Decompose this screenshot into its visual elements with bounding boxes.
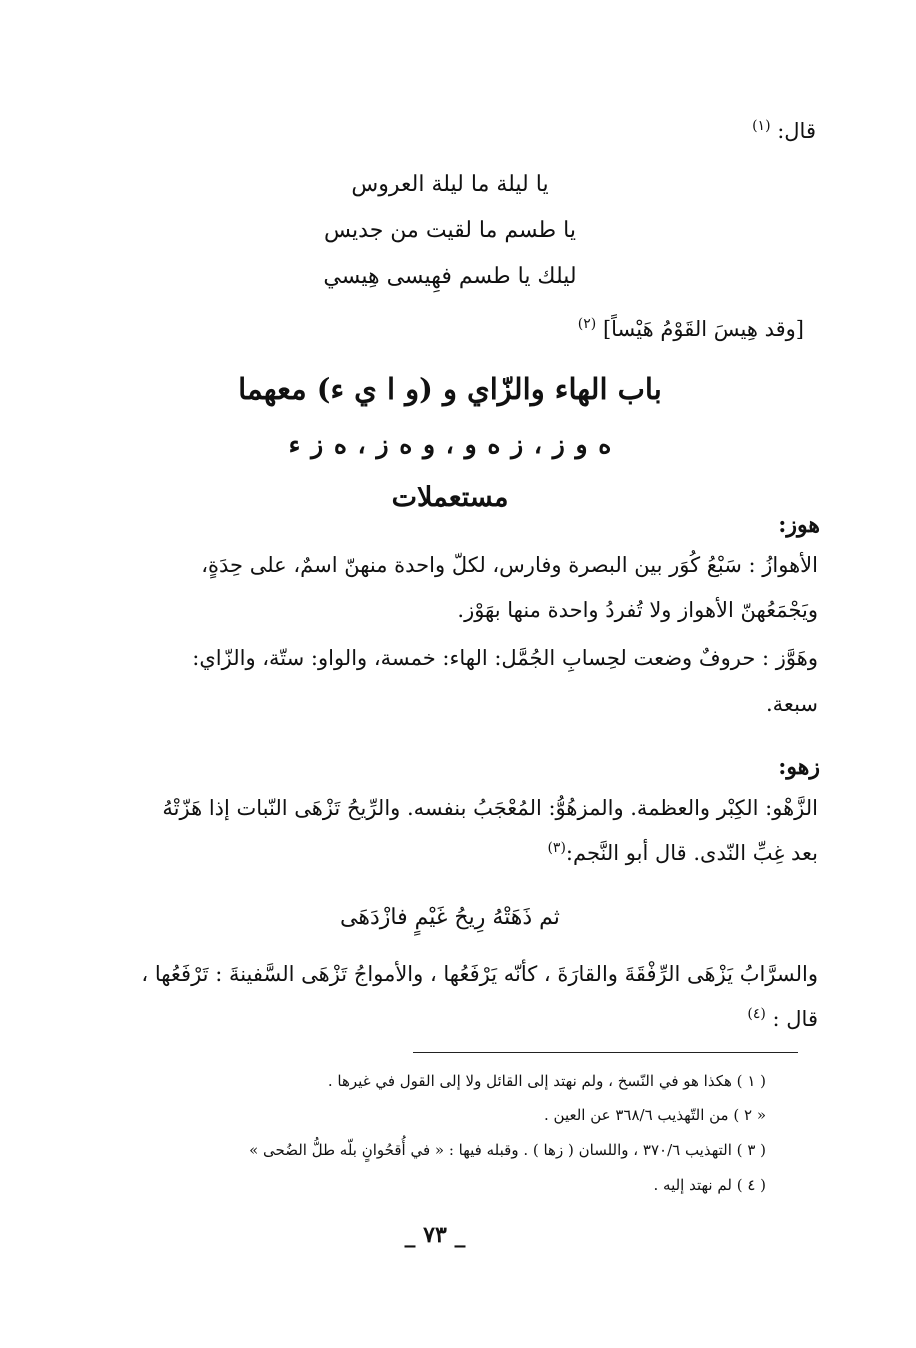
chapter-status: مستعملات <box>391 482 509 513</box>
verse-line-2: يا طسم ما لقيت من جديس <box>324 218 576 243</box>
bracket-note-text: [وقد هِيسَ القَوْمُ هَيْساً] <box>602 317 804 341</box>
footnote-ref-2: (٢) <box>577 316 597 332</box>
entry-heading-zhw: زهو: <box>778 754 820 780</box>
entry-zhw-line-1: الزَّهْو: الكِبْر والعظمة. والمزهُوُّ: المُعْجَبُ بنفسه. والرِّيحُ تَزْهَى النّبات إذا هَزّتْهُ <box>162 796 818 820</box>
intro-label: قال: <box>777 119 816 143</box>
entry-hwz-line-3: وهَوَّز : حروفٌ وضعت لحِسابِ الجُمَّل: الهاء: خمسة، والواو: ستّة، والزّاي: <box>192 646 818 670</box>
verse-line-1: يا ليلة ما ليلة العروس <box>351 172 549 197</box>
entry-zhw-qala: قال : <box>772 1007 818 1031</box>
footnote-ref-1: (١) <box>752 118 771 134</box>
entry-zhw-line-2-text: بعد غِبِّ النّدى. قال أبو النَّجم: <box>565 841 818 865</box>
intro-line <box>752 118 816 144</box>
verse-line-3: ليلك يا طسم فهِيسى هِيسي <box>323 264 577 289</box>
footnote-1: ( ١ ) هكذا هو في النّسخ ، ولم نهتد إلى القائل ولا إلى القول في غيرها . <box>327 1072 766 1090</box>
chapter-title: باب الهاء والزّاي و (و ا ي ء) معهما <box>238 372 662 406</box>
page-number: _ ٧٣ _ <box>404 1222 466 1248</box>
entry-heading-hwz: هوز: <box>778 512 820 538</box>
entry-zhw-line-2 <box>547 840 818 866</box>
footnote-2: « ٢ ) من التّهذيب ٣٦٨/٦ عن العين . <box>543 1106 766 1124</box>
entry-zhw-line-4: والسرَّابُ يَزْهَى الرِّفْقَةَ والقارَةَ ، كأنّه يَرْفَعُها ، والأمواجُ تَزْهَى السَّفينةَ : تَرْفَعُها ، <box>141 962 818 986</box>
chapter-roots: ه و ز ، ز ه و ، و ه ز ، ه ز ء <box>288 430 612 459</box>
footnote-ref-3: (٣) <box>547 840 566 856</box>
footnote-ref-4: (٤) <box>747 1006 766 1022</box>
bracket-note <box>578 316 804 342</box>
entry-hwz-line-2: ويَجْمَعُهنّ الأهواز ولا تُفردُ واحدة منها بهَوْز. <box>457 598 818 622</box>
entry-hwz-line-1: الأهوازُ : سَبْعُ كُوَر بين البصرة وفارس، لكلّ واحدة منهنّ اسمٌ، على حِدَةٍ، <box>201 553 818 577</box>
entry-zhw-line-5 <box>747 1006 818 1032</box>
footnote-4: ( ٤ ) لم نهتد إليه . <box>653 1176 766 1194</box>
footnote-3: ( ٣ ) التهذيب ٣٧٠/٦ ، واللسان ( زها ) . وقبله فيها : « في أُقحُوانٍ بلّه طلُّ الضُحى » <box>249 1141 766 1159</box>
entry-hwz-line-4: سبعة. <box>766 692 818 716</box>
footnote-separator <box>413 1052 798 1053</box>
entry-zhw-verse: ثم ذَهَتْهُ رِيحُ غَيْمٍ فازْدَهَى <box>340 905 560 930</box>
